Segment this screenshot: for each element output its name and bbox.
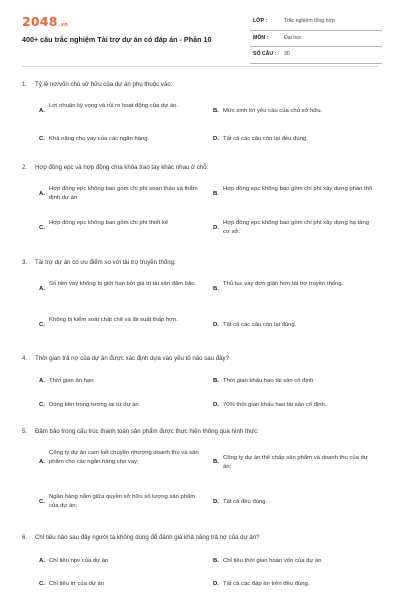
question-number: 1.: [22, 81, 28, 88]
site-logo[interactable]: [22, 14, 68, 29]
option-text: Chỉ tiêu npv của dự án: [49, 558, 109, 564]
option-label: C.: [39, 402, 45, 408]
option-label: A.: [39, 286, 45, 292]
question-text: 4. Thời gian trả nợ của dự án được xác định dựa vào yếu tố nào sau đây?: [22, 355, 229, 362]
option-label: D.: [213, 225, 219, 231]
option-text: Chỉ tiêu thời gian hoàn vốn của dự án: [223, 558, 322, 564]
option-text: Tất cả các đáp án trên đều đúng.: [223, 581, 310, 587]
option-label: A.: [39, 378, 45, 384]
option-text: 70% thời gian khấu hao tài sản cố định.: [223, 402, 327, 408]
option-text: Không bị kiểm soát chặt chẽ và lãi suất thấp hơn.: [49, 317, 178, 323]
option-label: A.: [39, 558, 45, 564]
option-text: Hợp đồng epc không bao gồm chi phí thiết kế: [49, 220, 169, 226]
option-label: B.: [213, 191, 219, 197]
option-text: Tất cả các câu còn lại đúng.: [223, 322, 297, 328]
question-text: 1. Tỷ lệ nợ/vốn chủ sở hữu của dự án phụ thuộc vào:: [22, 81, 173, 88]
question-text: 5. Đảm bảo trong cấu trúc thanh toán sản phẩm được thực hiện thông qua hình thức:: [22, 428, 259, 435]
option-text: Tất cả các câu còn lại đều đúng.: [223, 136, 308, 142]
option-label: D.: [213, 402, 219, 408]
meta-key: LỚP :: [253, 18, 268, 24]
question-number: 4.: [22, 355, 28, 362]
option-text: Tất cả đều đúng.: [223, 499, 268, 505]
meta-row-count: [250, 47, 382, 64]
option-label: D.: [213, 499, 219, 505]
header-divider: [22, 66, 378, 67]
option-label: D.: [213, 136, 219, 142]
option-label: B.: [213, 286, 219, 292]
option-label: A.: [39, 191, 45, 197]
option-text: Lợi nhuận kỳ vọng và rủi ro hoạt động của dự án.: [49, 103, 178, 109]
option-label: B.: [213, 459, 219, 465]
option-label: D.: [213, 581, 219, 587]
question-number: 2.: [22, 164, 28, 171]
question-number: 5.: [22, 428, 28, 435]
option-label: B.: [213, 558, 219, 564]
option-text: Hợp đồng epc không bao gồm chi phí xây dựng hạ tầng cơ sở.: [223, 220, 370, 235]
document-title: 400+ câu trắc nghiệm Tài trợ dự án có đáp án - Phần 10: [22, 35, 212, 44]
option-text: Thời gian ân hạn: [49, 378, 94, 384]
option-text: Thủ tục vay đơn giản hơn tài trợ truyền thống.: [223, 281, 344, 287]
option-text: Thời gian khấu hao tài sản cố định: [223, 378, 314, 384]
meta-row-subject: [250, 31, 382, 48]
option-text: Công ty dự án cam kết chuyển nhượng doanh thu và sản phẩm cho các ngân hàng cho vay;: [49, 450, 199, 465]
meta-key: MÔN :: [253, 34, 269, 41]
option-text: Chỉ tiêu irr của dự án: [49, 581, 105, 587]
option-text: Số tiền vay không bị giới hạn bởi giá trị tài sản đảm bảo.: [49, 281, 197, 287]
meta-row-class: [250, 14, 382, 31]
option-text: Khả năng cho vay của các ngân hàng.: [49, 136, 150, 142]
option-text: Hợp đồng epc không bao gồm chi phí soạn thảo và thẩm định dự án: [49, 186, 198, 201]
option-label: B.: [213, 108, 219, 114]
question-text: 3. Tài trợ dự án có ưu điểm so với tài trợ truyền thống:: [22, 259, 176, 266]
question-number: 6.: [22, 534, 28, 541]
option-label: C.: [39, 581, 45, 587]
page-header: [0, 0, 400, 66]
option-text: Công ty dự án thế chấp sản phẩm và doanh thu của dự án;: [223, 455, 368, 470]
option-label: C.: [39, 225, 45, 231]
option-label: C.: [39, 136, 45, 142]
option-text: Hợp đồng epc không bao gồm chi phí xây dựng phần thô: [223, 186, 373, 192]
meta-table: [250, 14, 382, 64]
question-number: 3.: [22, 259, 28, 266]
option-label: C.: [39, 499, 45, 505]
option-label: A.: [39, 459, 45, 465]
logo-main: 2048: [22, 14, 58, 29]
option-text: Dòng tiền trong tương lai từ dự án: [49, 402, 139, 408]
option-label: A.: [39, 108, 45, 114]
question-text: 2. Hợp đồng epc và hợp đồng chìa khóa trao tay khác nhau ở chỗ:: [22, 164, 209, 171]
logo-tld: .vn: [58, 22, 68, 28]
meta-value: 30: [284, 51, 290, 57]
option-label: C.: [39, 322, 45, 328]
meta-value: Trắc nghiệm tổng hợp: [284, 18, 335, 24]
meta-value: Đại học: [284, 34, 302, 41]
option-label: D.: [213, 322, 219, 328]
option-label: B.: [213, 378, 219, 384]
option-text: Mức sinh lời yêu cầu của chủ sở hữu.: [223, 108, 323, 114]
meta-key: SỐ CÂU :: [253, 51, 277, 57]
question-text: 6. Chỉ tiêu nào sau đây người ta không dùng để đánh giá khả năng trả nợ của dự án?: [22, 534, 260, 541]
option-text: Ngân hàng nắm giữa quyền sở hữu số lượng sản phẩm của dự án;: [49, 494, 196, 509]
